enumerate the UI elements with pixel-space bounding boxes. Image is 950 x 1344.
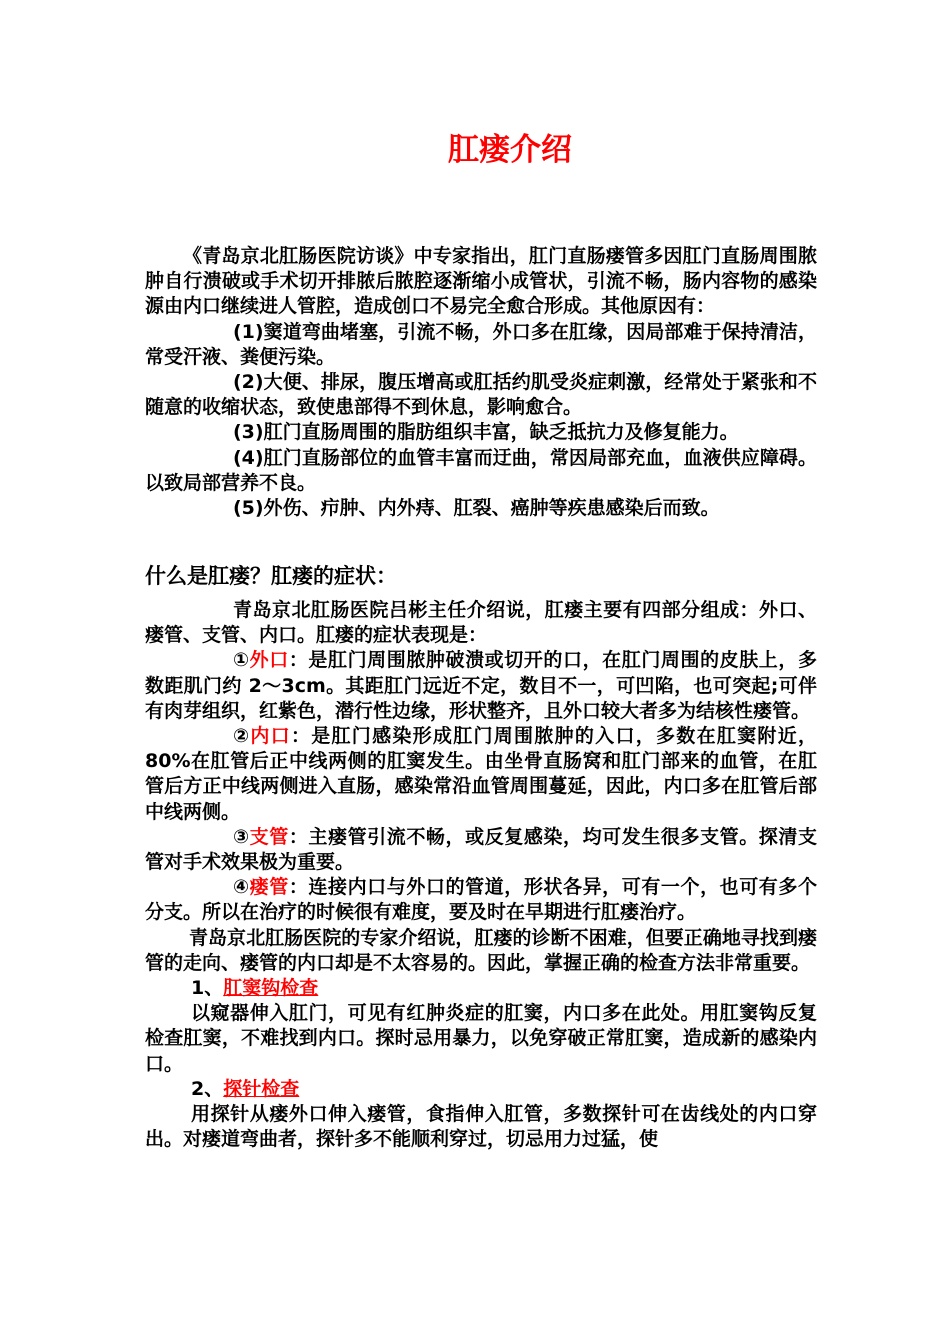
item-text: ：是肛门感染形成肛门周围脓肿的入口，多数在肛窦附近，80%在肛管后正中线两侧的肛窦发生。由坐骨直肠窝和肛门部来的血管，在肛管后方正中线两侧进入直肠，感染常沿血管周围蔓延，因此，内口多在肛管后部中线两侧。 [145, 725, 817, 823]
item-text: ：主瘘管引流不畅，或反复感染，均可发生很多支管。探清支管对手术效果极为重要。 [145, 825, 817, 874]
item-number: ② [233, 725, 251, 748]
section-heading: 什么是肛瘘？肛瘘的症状： [145, 564, 397, 588]
term-probe-exam: 探针检查 [223, 1077, 300, 1100]
term-external-opening: 外口 [249, 649, 289, 672]
item-text: ：是肛门周围脓肿破溃或切开的口，在肛门周围的皮肤上，多数距肌门约 2～3cm。其距肛门远近不定，数目不一，可凹陷，也可突起;可伴有肉芽组织，红紫色，潜行性边缘，形状整齐，且外口较大者多为结核性瘘管。 [145, 649, 817, 722]
term-fistula-tract: 瘘管 [249, 876, 289, 899]
component-item-2 [145, 724, 817, 825]
component-item-3 [145, 825, 817, 875]
symptoms-section [145, 598, 817, 1152]
cause-item-5: (5)外伤、疖肿、内外痔、肛裂、癌肿等疾患感染后而致。 [233, 497, 720, 520]
intro-section [145, 244, 817, 521]
term-crypt-hook-exam: 肛窦钩检查 [223, 977, 319, 1000]
cause-item-3: (3)肛门直肠周围的脂肪组织丰富，缺乏抵抗力及修复能力。 [233, 421, 739, 444]
method-heading-1 [145, 976, 817, 1001]
method-text-1: 以窥器伸入肛门，可见有红肿炎症的肛窦，内口多在此处。用肛窦钩反复检查肛窦，不难找到内口。探时忌用暴力，以免穿破正常肛窦，造成新的感染内口。 [145, 1002, 817, 1075]
item-text: ：连接内口与外口的管道，形状各异，可有一个，也可有多个分支。所以在治疗的时候很有难度，要及时在早期进行肛瘘治疗。 [145, 876, 817, 924]
item-number: ③ [233, 825, 250, 848]
component-item-1 [145, 648, 817, 724]
cause-item-4: (4)肛门直肠部位的血管丰富而迂曲，常因局部充血，血液供应障碍。以致局部营养不良。 [145, 446, 817, 494]
method-number: 1、 [191, 977, 224, 1000]
method-text-2: 用探针从瘘外口伸入瘘管，食指伸入肛管，多数探针可在齿线处的内口穿出。对瘘道弯曲者，探针多不能顺利穿过，切忌用力过猛，使 [145, 1103, 817, 1151]
component-item-4 [145, 875, 817, 925]
cause-item-2: (2)大便、排尿，腹压增高或肛括约肌受炎症刺激，经常处于紧张和不随意的收缩状态，致使患部得不到休息，影响愈合。 [145, 371, 817, 419]
item-number: ① [233, 649, 250, 672]
term-internal-opening: 内口 [250, 725, 291, 748]
document-title: 肛瘘介绍 [448, 132, 572, 168]
cause-item-1: (1)窦道弯曲堵塞，引流不畅，外口多在肛缘，因局部难于保持清洁，常受汗液、粪便污染。 [145, 320, 817, 368]
item-number: ④ [233, 876, 250, 899]
components-paragraph: 青岛京北肛肠医院吕彬主任介绍说，肛瘘主要有四部分组成：外口、瘘管、支管、内口。肛瘘的症状表现是： [145, 599, 817, 647]
intro-paragraph: 《青岛京北肛肠医院访谈》中专家指出，肛门直肠瘘管多因肛门直肠周围脓肿自行溃破或手术切开排脓后脓腔逐渐缩小成管状，引流不畅，肠内容物的感染源由内口继续进人管腔，造成创口不易完全愈合形成。其他原因有： [145, 245, 817, 318]
method-number: 2、 [191, 1077, 224, 1100]
diagnosis-paragraph: 青岛京北肛肠医院的专家介绍说，肛瘘的诊断不困难，但要正确地寻找到瘘管的走向、瘘管的内口却是不太容易的。因此，掌握正确的检查方法非常重要。 [145, 926, 817, 974]
term-branch-tube: 支管 [249, 825, 289, 848]
method-heading-2 [145, 1077, 817, 1102]
